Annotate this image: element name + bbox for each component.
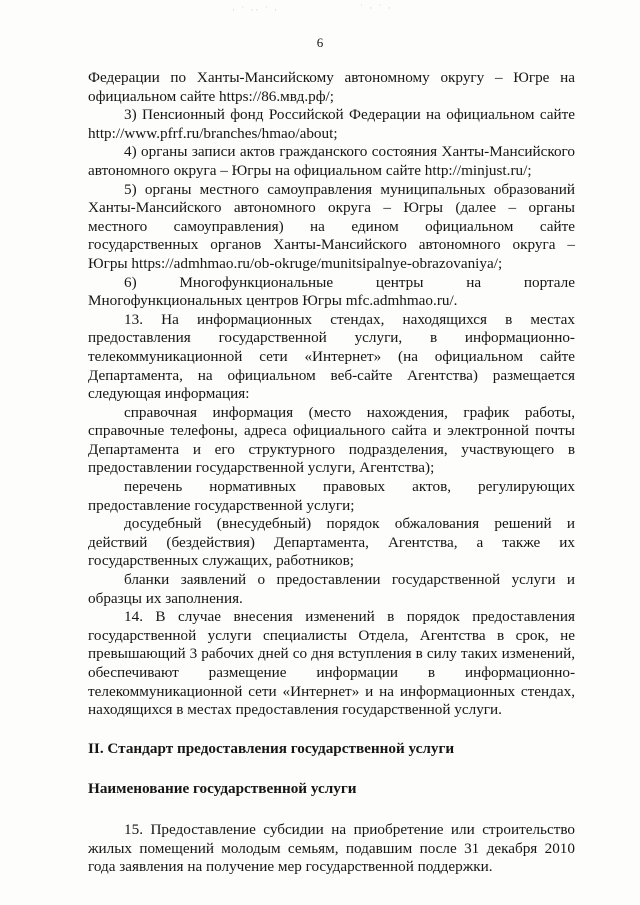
document-body <box>88 69 575 877</box>
paragraph: 5) органы местного самоуправления муниципальных образований Ханты-Мансийского автономного округа – Югры (далее – органы местного самоуправления) на едином официальном сайте государственных органов Ханты-Мансийского автономного округа – Югры https://admhmao.ru/ob-okruge/munitsipalnye-obrazovaniya/; <box>88 180 575 272</box>
section-heading: II. Стандарт предоставления государственной услуги <box>88 739 455 757</box>
paragraph: 15. Предоставление субсидии на приобретение или строительство жилых помещений молодым семьям, подавшим после 31 декабря 2010 года заявления на получение мер государственной поддержки. <box>88 820 575 876</box>
paragraph: 6) Многофункциональные центры на портале Многофункциональных центров Югры mfc.admhmao.ru/. <box>88 273 575 310</box>
scan-noise-top-right: ˙ · ˙ · <box>360 3 393 13</box>
paragraph: 13. На информационных стендах, находящихся в местах предоставления государственной услуги, в информационно-телекоммуникационной сети «Интернет» (на официальном сайте Департамента, на официальном веб-сайте Агентства) размещается следующая информация: <box>88 310 575 403</box>
paragraph: 3) Пенсионный фонд Российской Федерации на официальном сайте http://www.pfrf.ru/branches/hmao/about; <box>88 106 575 142</box>
paragraph: 4) органы записи актов гражданского состояния Ханты-Мансийского автономного округа – Югры на официальном сайте http://minjust.ru/; <box>88 143 575 179</box>
paragraph: досудебный (внесудебный) порядок обжалования решений и действий (бездействия) Департамента, Агентства, а также их государственных служащих, работников; <box>88 515 575 570</box>
paragraph: Федерации по Ханты-Мансийскому автономному округу – Югре на официальном сайте https://86.мвд.рф/; <box>88 69 575 105</box>
paragraph: бланки заявлений о предоставлении государственной услуги и образцы их заполнения. <box>88 571 575 607</box>
paragraph: 14. В случае внесения изменений в порядок предоставления государственной услуги специалисты Отдела, Агентства в срок, не превышающий 3 рабочих дней со дня вступления в силу таких изменений, обеспечивают размещение информации в информационно-телекоммуникационной сети «Интернет» и на информационных стендах, находящихся в местах предоставления государственной услуги. <box>88 608 575 719</box>
subsection-heading: Наименование государственной услуги <box>88 780 357 798</box>
page-number: 6 <box>316 35 324 50</box>
paragraph: справочная информация (место нахождения, график работы, справочные телефоны, адреса официального сайта и электронной почты Департамента и его структурного подразделения, участвующего в предоставлении государственной услуги, Агентства); <box>88 403 575 477</box>
paragraph: перечень нормативных правовых актов, регулирующих предоставление государственной услуги; <box>88 478 575 514</box>
scan-noise-top: · ˙ ·· ˙ · <box>232 5 279 15</box>
